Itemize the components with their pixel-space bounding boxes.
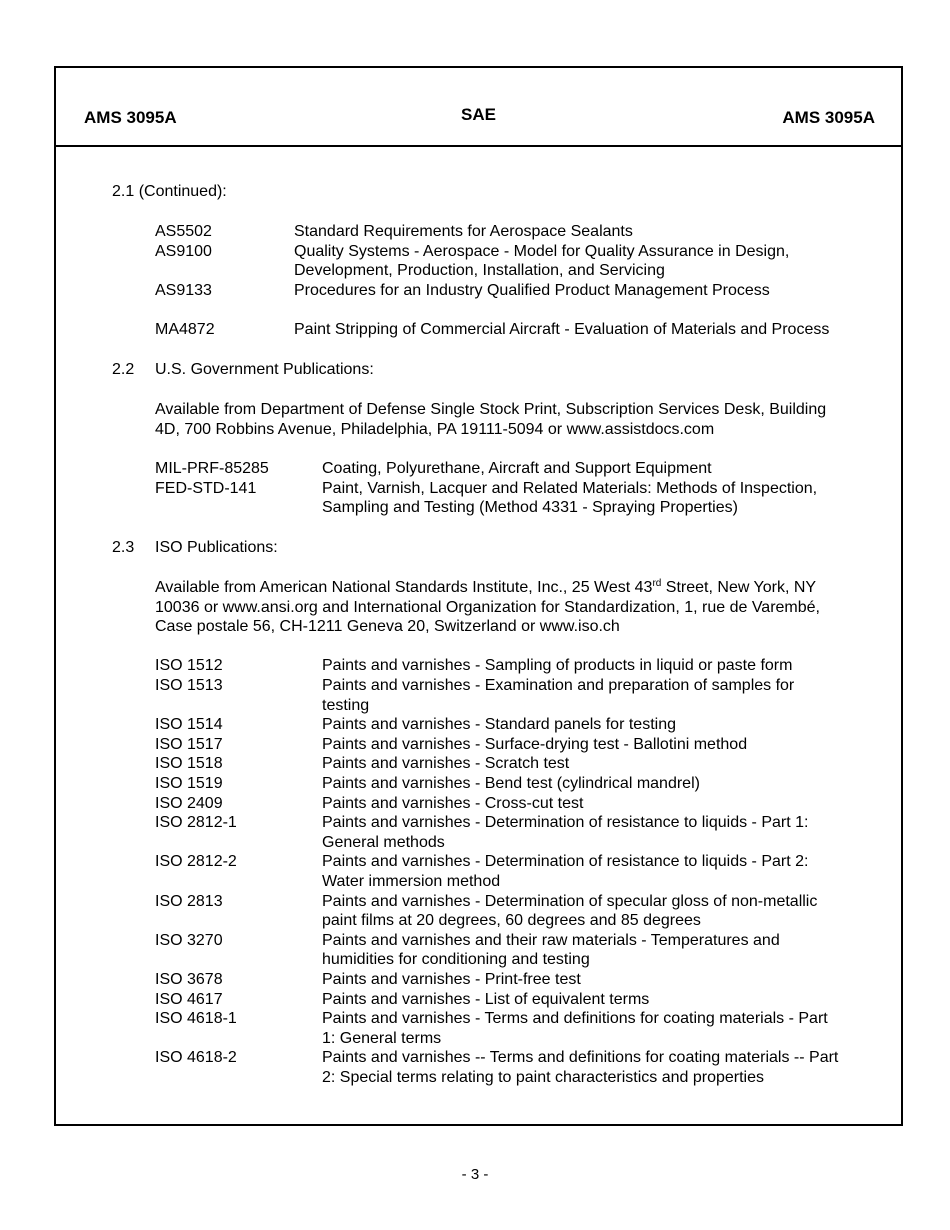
ref-code: AS9100 xyxy=(155,243,212,260)
ref-desc: Paints and varnishes - Standard panels for testing xyxy=(322,716,676,733)
ref-desc: Paints and varnishes - Cross-cut test xyxy=(322,795,584,812)
ref-code: FED-STD-141 xyxy=(155,480,257,497)
ref-code: ISO 1517 xyxy=(155,736,223,753)
ref-code: AS9133 xyxy=(155,282,212,299)
ref-desc: Water immersion method xyxy=(322,873,501,890)
ref-desc: Paints and varnishes - Determination of resistance to liquids - Part 1: xyxy=(322,814,809,831)
ref-code: ISO 2812-1 xyxy=(155,814,237,831)
section-2-3-number: 2.3 xyxy=(112,539,135,556)
ref-desc: Paints and varnishes - Determination of resistance to liquids - Part 2: xyxy=(322,853,809,870)
ref-desc: Sampling and Testing (Method 4331 - Spraying Properties) xyxy=(322,499,738,516)
ref-desc: paint films at 20 degrees, 60 degrees and 85 degrees xyxy=(322,912,701,929)
ref-desc: Paints and varnishes and their raw materials - Temperatures and xyxy=(322,932,780,949)
availability-text xyxy=(155,578,816,598)
section-2-2-title: U.S. Government Publications: xyxy=(155,361,374,378)
section-2-3-title: ISO Publications: xyxy=(155,539,278,556)
ref-code: ISO 3678 xyxy=(155,971,223,988)
ref-desc: Paints and varnishes - Scratch test xyxy=(322,755,570,772)
availability-part: Street, New York, NY xyxy=(661,579,817,596)
availability-text: Case postale 56, CH-1211 Geneva 20, Switzerland or www.iso.ch xyxy=(155,618,620,635)
ref-desc: Standard Requirements for Aerospace Sealants xyxy=(294,223,633,240)
ref-desc: Paints and varnishes - Sampling of products in liquid or paste form xyxy=(322,657,793,674)
availability-text: 4D, 700 Robbins Avenue, Philadelphia, PA 19111-5094 or www.assistdocs.com xyxy=(155,421,715,438)
ref-desc: Paints and varnishes - Print-free test xyxy=(322,971,581,988)
availability-part: Available from American National Standards Institute, Inc., 25 West 43 xyxy=(155,579,653,596)
ref-desc: Quality Systems - Aerospace - Model for Quality Assurance in Design, xyxy=(294,243,790,260)
ref-code: MA4872 xyxy=(155,321,215,338)
ref-code: ISO 2812-2 xyxy=(155,853,237,870)
ref-desc: 2: Special terms relating to paint characteristics and properties xyxy=(322,1069,764,1086)
page-frame xyxy=(54,66,903,1126)
ref-code: AS5502 xyxy=(155,223,212,240)
ref-desc: Development, Production, Installation, and Servicing xyxy=(294,262,665,279)
ref-desc: testing xyxy=(322,697,370,714)
header-doc-id-left: AMS 3095A xyxy=(84,108,177,127)
section-2-1-heading: 2.1 (Continued): xyxy=(112,183,227,200)
header-doc-id-right: AMS 3095A xyxy=(782,108,875,127)
ref-desc: Paints and varnishes -- Terms and definitions for coating materials -- Part xyxy=(322,1049,839,1066)
ref-code: ISO 3270 xyxy=(155,932,223,949)
page-number: - 3 - xyxy=(461,1166,489,1183)
ref-code: ISO 4618-1 xyxy=(155,1010,237,1027)
ref-code: ISO 2409 xyxy=(155,795,223,812)
ref-desc: Coating, Polyurethane, Aircraft and Support Equipment xyxy=(322,460,712,477)
header-org: SAE xyxy=(461,105,496,124)
ref-code: ISO 1519 xyxy=(155,775,223,792)
ref-desc: Paints and varnishes - List of equivalent terms xyxy=(322,991,650,1008)
availability-text: 10036 or www.ansi.org and International Organization for Standardization, 1, rue de Varembé, xyxy=(155,599,820,616)
ref-code: ISO 1512 xyxy=(155,657,223,674)
ref-code: ISO 4618-2 xyxy=(155,1049,237,1066)
ref-desc: Paints and varnishes - Bend test (cylindrical mandrel) xyxy=(322,775,700,792)
ref-desc: Paint Stripping of Commercial Aircraft - Evaluation of Materials and Process xyxy=(294,321,830,338)
ref-desc: Paints and varnishes - Determination of specular gloss of non-metallic xyxy=(322,893,818,910)
ref-desc: humidities for conditioning and testing xyxy=(322,951,590,968)
ref-code: MIL-PRF-85285 xyxy=(155,460,269,477)
ref-desc: General methods xyxy=(322,834,445,851)
ref-code: ISO 4617 xyxy=(155,991,223,1008)
ref-desc: Paints and varnishes - Surface-drying test - Ballotini method xyxy=(322,736,748,753)
ref-desc: 1: General terms xyxy=(322,1030,442,1047)
ref-desc: Paint, Varnish, Lacquer and Related Materials: Methods of Inspection, xyxy=(322,480,818,497)
availability-text: Available from Department of Defense Single Stock Print, Subscription Services Desk, Building xyxy=(155,401,827,418)
ref-code: ISO 1513 xyxy=(155,677,223,694)
ordinal-superscript: rd xyxy=(652,578,662,589)
ref-code: ISO 2813 xyxy=(155,893,223,910)
ref-desc: Paints and varnishes - Terms and definitions for coating materials - Part xyxy=(322,1010,828,1027)
ref-desc: Paints and varnishes - Examination and preparation of samples for xyxy=(322,677,795,694)
page-body xyxy=(56,68,901,1124)
ref-desc: Procedures for an Industry Qualified Product Management Process xyxy=(294,282,770,299)
ref-code: ISO 1514 xyxy=(155,716,223,733)
ref-code: ISO 1518 xyxy=(155,755,223,772)
section-2-2-number: 2.2 xyxy=(112,361,135,378)
